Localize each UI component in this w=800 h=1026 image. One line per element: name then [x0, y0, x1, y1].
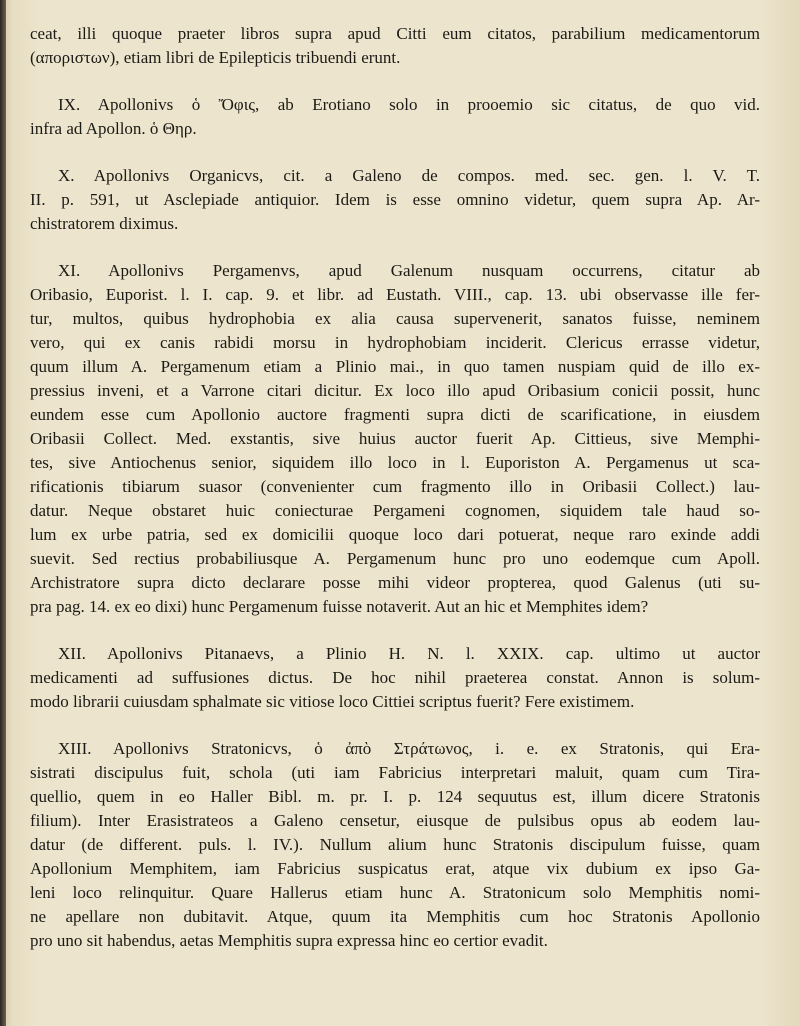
text-line: chistratorem diximus.	[30, 214, 179, 233]
paragraph-p-intro	[30, 22, 760, 70]
text-line: rificationis tibiarum suasor (convenienter cum fragmento illo in Oribasii Collect.) lau-	[30, 477, 760, 496]
text-line: X. Apollonivs Organicvs, cit. a Galeno de compos. med. sec. gen. l. V. T.	[58, 166, 760, 185]
text-line: quum illum A. Pergamenum etiam a Plinio mai., in quo tamen nuspiam quid de illo ex-	[30, 357, 760, 376]
text-line: pra pag. 14. ex eo dixi) hunc Pergamenum fuisse notaverit. Aut an hic et Memphites idem?	[30, 597, 649, 616]
text-line: XII. Apollonivs Pitanaevs, a Plinio H. N. l. XXIX. cap. ultimo ut auctor	[58, 644, 760, 663]
text-line: sistrati discipulus fuit, schola (uti iam Fabricius interpretari maluit, quam cum Tira-	[30, 763, 760, 782]
paragraph-gap	[30, 714, 760, 737]
paragraph-gap	[30, 619, 760, 642]
text-line: medicamenti ad suffusiones dictus. De hoc nihil praeterea constat. Annon is solum-	[30, 668, 760, 687]
text-line: tes, sive Antiochenus senior, siquidem illo loco in l. Euporiston A. Pergamenus ut sca-	[30, 453, 760, 472]
paragraph-p-x	[30, 164, 760, 236]
page-binding-edge	[0, 0, 6, 1026]
text-line: quellio, quem in eo Haller Bibl. m. pr. I. p. 124 sequutus est, illum dicere Stratonis	[30, 787, 760, 806]
paragraph-p-xiii	[30, 737, 760, 953]
text-line: vero, qui ex canis rabidi morsu in hydrophobiam inciderit. Clericus errasse videtur,	[30, 333, 760, 352]
text-line: (αποριστων), etiam libri de Epilepticis tribuendi erunt.	[30, 48, 401, 67]
text-line: infra ad Apollon. ὁ Θηρ.	[30, 119, 197, 138]
text-line: IX. Apollonivs ὁ Ὄφις, ab Erotiano solo in prooemio sic citatus, de quo vid.	[58, 95, 760, 114]
paragraph-p-ix	[30, 93, 760, 141]
text-line: pressius inveni, et a Varrone citari dicitur. Ex loco illo apud Oribasium conicii possit, hunc	[30, 381, 760, 400]
paragraph-gap	[30, 70, 760, 93]
text-line: tur, multos, quibus hydrophobia ex alia causa supervenerit, sanatos fuisse, neminem	[30, 309, 760, 328]
text-line: modo librarii cuiusdam sphalmate sic vitiose loco Cittiei scriptus fuerit? Fere existimem.	[30, 692, 635, 711]
text-line: II. p. 591, ut Asclepiade antiquior. Idem is esse omnino videtur, quem supra Ap. Ar-	[30, 190, 760, 209]
text-line: suevit. Sed rectius probabiliusque A. Pergamenum hunc pro uno eodemque cum Apoll.	[30, 549, 760, 568]
text-line: ceat, illi quoque praeter libros supra apud Citti eum citatos, parabilium medicamentorum	[30, 24, 760, 43]
text-line: filium). Inter Erasistrateos a Galeno censetur, eiusque de pulsibus opus ab eodem lau-	[30, 811, 760, 830]
text-line: lum ex urbe patria, sed ex domicilii quoque loco dari potuerat, neque raro exinde addi	[30, 525, 760, 544]
text-line: datur (de different. puls. l. IV.). Nullum alium hunc Stratonis discipulum fuisse, quam	[30, 835, 760, 854]
paragraph-p-xii	[30, 642, 760, 714]
paragraph-gap	[30, 141, 760, 164]
text-line: eundem esse cum Apollonio auctore fragmenti supra dicti de scarificatione, in eiusdem	[30, 405, 760, 424]
page-text	[30, 22, 760, 953]
text-line: XI. Apollonivs Pergamenvs, apud Galenum nusquam occurrens, citatur ab	[58, 261, 760, 280]
text-line: Oribasii Collect. Med. exstantis, sive huius auctor fuerit Ap. Cittieus, sive Memphi-	[30, 429, 760, 448]
text-line: Apollonium Memphitem, iam Fabricius suspicatus erat, atque vix dubium ex ipso Ga-	[30, 859, 760, 878]
text-line: XIII. Apollonivs Stratonicvs, ὁ ἀπὸ Στράτωνος, i. e. ex Stratonis, qui Era-	[58, 739, 760, 758]
text-line: pro uno sit habendus, aetas Memphitis supra expressa hinc eo certior evadit.	[30, 931, 548, 950]
text-line: datur. Neque obstaret huic coniecturae Pergameni cognomen, siquidem tale haud so-	[30, 501, 760, 520]
paragraph-gap	[30, 236, 760, 259]
text-line: ne apellare non dubitavit. Atque, quum ita Memphitis cum hoc Stratonis Apollonio	[30, 907, 760, 926]
text-line: Oribasio, Euporist. l. I. cap. 9. et libr. ad Eustath. VIII., cap. 13. ubi observasse ille fer-	[30, 285, 760, 304]
paragraph-p-xi	[30, 259, 760, 619]
text-line: Archistratore supra dicto declarare posse mihi videor propterea, quod Galenus (uti su-	[30, 573, 760, 592]
text-line: leni loco relinquitur. Quare Hallerus etiam hunc A. Stratonicum solo Memphitis nomi-	[30, 883, 760, 902]
